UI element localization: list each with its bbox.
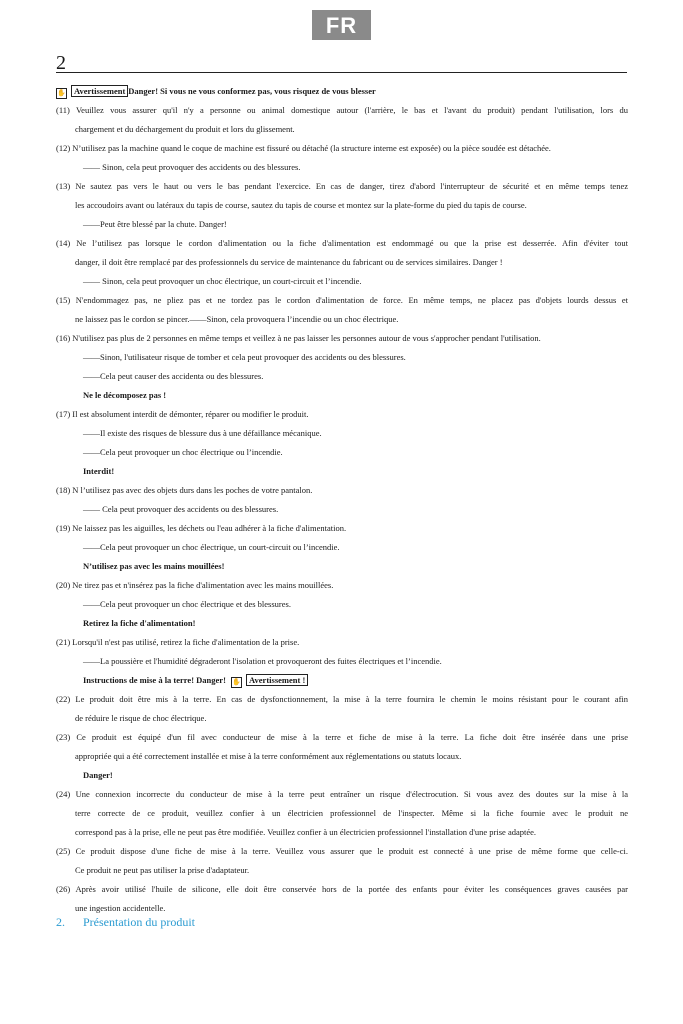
item-number: (25) bbox=[56, 846, 71, 856]
list-item bbox=[56, 690, 628, 728]
item-first-line bbox=[56, 177, 628, 196]
label-retirez-fiche: Retirez la fiche d'alimentation! bbox=[83, 618, 196, 628]
item-continuation: appropriée qui a été correctement installée et mise à la terre conformément aux réglementations ou statuts locaux. bbox=[75, 751, 462, 761]
item-first-line bbox=[56, 785, 628, 804]
item-text: Ne sautez pas vers le haut ou vers le bas pendant l'exercice. En cas de danger, tirez d'abord l'interrupteur de sécurité et en même temps tenez bbox=[75, 181, 628, 191]
item-text: Ce produit dispose d'une fiche de mise à la terre. Veuillez vous assurer que le produit est connecté à une prise de même forme que celle-ci. bbox=[75, 846, 628, 856]
item-number: (19) bbox=[56, 523, 71, 533]
item-first-line bbox=[56, 291, 628, 310]
item-continuation: une ingestion accidentelle. bbox=[75, 903, 166, 913]
item-text: Ce produit est équipé d'un fil avec conducteur de mise à la terre et fiche de mise à la terre. La fiche doit être insérée dans une prise bbox=[76, 732, 628, 742]
item-consequence: —— Cela peut provoquer des accidents ou des blessures. bbox=[83, 504, 279, 514]
item-consequence: ——Il existe des risques de blessure dus à une défaillance mécanique. bbox=[83, 428, 322, 438]
item-first-line bbox=[56, 880, 628, 899]
section-title: Présentation du produit bbox=[83, 915, 195, 929]
item-first-line bbox=[56, 690, 628, 709]
item-text: Lorsqu'il n'est pas utilisé, retirez la fiche d'alimentation de la prise. bbox=[72, 637, 300, 647]
list-item bbox=[56, 101, 628, 139]
item-number: (11) bbox=[56, 105, 70, 115]
item-text: N’utilisez pas la machine quand le coque de machine est fissuré ou détaché (la structure interne est exposée) ou la pièce soudée est détachée. bbox=[72, 143, 551, 153]
item-number: (16) bbox=[56, 333, 71, 343]
item-consequence: ——La poussière et l'humidité dégraderont l'isolation et provoqueront des fuites électriques et l’incendie. bbox=[83, 656, 442, 666]
item-continuation: correspond pas à la prise, elle ne peut pas être modifiée. Veuillez confier à un électricien professionnel l'installation d'une prise adaptée. bbox=[75, 827, 537, 837]
item-consequence: ——Cela peut provoquer un choc électrique, un court-circuit ou l’incendie. bbox=[83, 542, 340, 552]
item-consequence: ——Cela peut provoquer un choc électrique et des blessures. bbox=[83, 599, 291, 609]
list-item bbox=[56, 785, 628, 842]
warning-icon: ✋ bbox=[57, 89, 66, 97]
list-item bbox=[56, 481, 628, 519]
warning-icon: ✋ bbox=[232, 678, 241, 686]
list-item bbox=[56, 291, 628, 329]
warning-text: Danger! Si vous ne vous conformez pas, vous risquez de vous blesser bbox=[128, 86, 376, 96]
list-item bbox=[56, 842, 628, 880]
item-number: (22) bbox=[56, 694, 71, 704]
item-first-line bbox=[56, 101, 628, 120]
item-continuation: de réduire le risque de choc électrique. bbox=[75, 713, 207, 723]
list-item bbox=[56, 139, 628, 177]
warning-label-2: Avertissement ! bbox=[246, 674, 308, 686]
list-item bbox=[56, 519, 628, 557]
item-first-line bbox=[56, 728, 628, 747]
item-number: (15) bbox=[56, 295, 71, 305]
item-number: (18) bbox=[56, 485, 71, 495]
warning-label: Avertissement bbox=[71, 85, 128, 97]
item-continuation: chargement et du déchargement du produit et lors du glissement. bbox=[75, 124, 295, 134]
section-number: 2. bbox=[56, 915, 65, 929]
document-body bbox=[56, 82, 628, 918]
item-number: (20) bbox=[56, 580, 71, 590]
item-consequence: —— Sinon, cela peut provoquer des accidents ou des blessures. bbox=[83, 162, 301, 172]
item-first-line bbox=[56, 329, 628, 348]
item-consequence: ——Sinon, l'utilisateur risque de tomber et cela peut provoquer des accidents ou des blessures. bbox=[83, 352, 406, 362]
item-number: (21) bbox=[56, 637, 71, 647]
instructions-text: Instructions de mise à la terre! Danger! bbox=[83, 675, 226, 685]
item-text: Ne l’utilisez pas lorsque le cordon d'alimentation ou la fiche d'alimentation est endommagé ou que la prise est desserrée. Afin d'éviter tout bbox=[76, 238, 629, 248]
item-continuation: Ce produit ne peut pas utiliser la prise d'adaptateur. bbox=[75, 865, 250, 875]
item-continuation: terre correcte de ce produit, veuillez confier à un électricien professionnel de l'inspecter. Même si la fiche fournie avec le produit ne bbox=[75, 808, 628, 818]
item-consequence: ——Cela peut provoquer un choc électrique ou l’incendie. bbox=[83, 447, 283, 457]
label-mains-mouillees: N’utilisez pas avec les mains mouillées! bbox=[83, 561, 225, 571]
item-text: Le produit doit être mis à la terre. En cas de dysfonctionnement, la mise à la terre fournira le chemin le moins résistant pour le courant afin bbox=[75, 694, 629, 704]
section-heading bbox=[56, 913, 195, 931]
item-number: (23) bbox=[56, 732, 71, 742]
item-first-line bbox=[56, 405, 628, 424]
item-text: Veuillez vous assurer qu'il n'y a personne ou animal domestique autour (l'arrière, le bas et l'avant du produit) pendant l'utilisation, lors du bbox=[75, 105, 628, 115]
page-number: 2 bbox=[56, 52, 66, 74]
item-text: Après avoir utilisé l'huile de silicone, elle doit être conservée hors de la portée des enfants pour éviter les conséquences graves causées par bbox=[75, 884, 629, 894]
label-ne-decomposez: Ne le décomposez pas ! bbox=[83, 390, 167, 400]
item-consequence: ——Peut être blessé par la chute. Danger! bbox=[83, 219, 227, 229]
item-text: Ne laissez pas les aiguilles, les déchets ou l'eau adhérer à la fiche d'alimentation. bbox=[72, 523, 347, 533]
item-text: Ne tirez pas et n'insérez pas la fiche d'alimentation avec les mains mouillées. bbox=[72, 580, 334, 590]
item-consequence: —— Sinon, cela peut provoquer un choc électrique, un court-circuit et l’incendie. bbox=[83, 276, 362, 286]
label-instructions-terre bbox=[56, 671, 628, 690]
label-interdit: Interdit! bbox=[83, 466, 115, 476]
item-number: (26) bbox=[56, 884, 71, 894]
item-text: N'endommagez pas, ne pliez pas et ne tordez pas le cordon d'alimentation de force. En même temps, ne placez pas d'objets lourds dessus et bbox=[75, 295, 628, 305]
item-first-line bbox=[56, 842, 628, 861]
item-text: N l’utilisez pas avec des objets durs dans les poches de votre pantalon. bbox=[72, 485, 313, 495]
language-tab: FR bbox=[312, 10, 371, 40]
item-consequence: ——Cela peut causer des accidenta ou des blessures. bbox=[83, 371, 264, 381]
list-item bbox=[56, 329, 628, 386]
header-rule bbox=[56, 72, 627, 73]
warning-header bbox=[56, 82, 628, 101]
list-item bbox=[56, 234, 628, 291]
item-continuation: ne laissez pas le cordon se pincer.——Sinon, cela provoquera l’incendie ou un choc électrique. bbox=[75, 314, 399, 324]
item-number: (13) bbox=[56, 181, 71, 191]
item-number: (14) bbox=[56, 238, 71, 248]
item-text: Une connexion incorrecte du conducteur de mise à la terre peut entraîner un risque d'électrocution. Si vous avez des doutes sur la mise à la bbox=[75, 789, 628, 799]
item-continuation: les accoudoirs avant ou latéraux du tapis de course, sautez du tapis de course et montez sur la plate-forme du pied du tapis de course. bbox=[75, 200, 527, 210]
item-text: N'utilisez pas plus de 2 personnes en même temps et veillez à ne pas laisser les personnes autour de vous s'approcher pendant l'utilisation. bbox=[72, 333, 541, 343]
label-danger: Danger! bbox=[83, 770, 113, 780]
item-number: (12) bbox=[56, 143, 71, 153]
list-item bbox=[56, 576, 628, 614]
item-text: Il est absolument interdit de démonter, réparer ou modifier le produit. bbox=[72, 409, 309, 419]
list-item bbox=[56, 633, 628, 671]
item-number: (17) bbox=[56, 409, 71, 419]
list-item bbox=[56, 405, 628, 462]
item-first-line bbox=[56, 519, 628, 538]
item-first-line bbox=[56, 139, 628, 158]
item-continuation: danger, il doit être remplacé par des professionnels du service de maintenance du fabricant ou de services similaires. Danger ! bbox=[75, 257, 503, 267]
list-item bbox=[56, 177, 628, 234]
item-first-line bbox=[56, 576, 628, 595]
item-first-line bbox=[56, 633, 628, 652]
list-item bbox=[56, 728, 628, 766]
item-first-line bbox=[56, 481, 628, 500]
item-first-line bbox=[56, 234, 628, 253]
item-number: (24) bbox=[56, 789, 71, 799]
